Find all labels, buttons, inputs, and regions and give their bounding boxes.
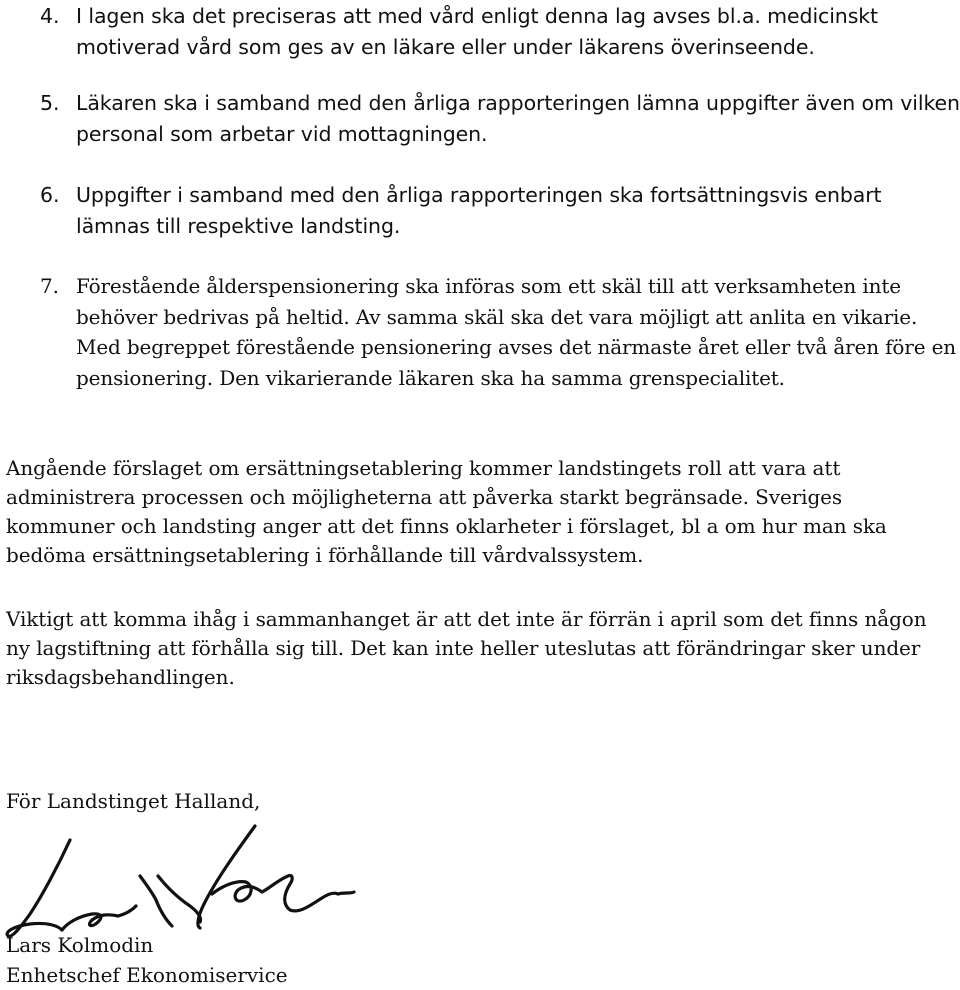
closing-greeting: För Landstinget Halland, xyxy=(6,789,261,813)
paragraph: Angående förslaget om ersättningsetablering kommer landstingets roll att vara att administrera processen och möjligheterna att påverka starkt begränsade. Sveriges kommuner och landsting anger att det finns oklarheter i förslaget, bl a om hur man ska bedöma ersättningsetablering i förhållande till vårdvalssystem. xyxy=(6,456,887,567)
list-item-number: 6. xyxy=(40,183,60,207)
list-item xyxy=(0,180,960,242)
list-item-number: 4. xyxy=(40,4,60,28)
paragraph: Viktigt att komma ihåg i sammanhanget är att det inte är förrän i april som det finns någon ny lagstiftning att förhålla sig till. Det kan inte heller uteslutas att förändringar sker under riksdagsbehandlingen. xyxy=(6,607,927,689)
list-item-text: Uppgifter i samband med den årliga rapporteringen ska fortsättningsvis enbart lämnas till respektive landsting. xyxy=(76,183,882,238)
list-item-text: I lagen ska det preciseras att med vård enligt denna lag avses bl.a. medicinskt motiverad vård som ges av en läkare eller under läkarens överinseende. xyxy=(76,4,878,59)
handwritten-signature xyxy=(0,818,360,948)
signatory-name: Lars Kolmodin xyxy=(6,933,154,957)
list-item-number: 7. xyxy=(40,274,59,298)
list-item xyxy=(0,1,960,63)
list-item xyxy=(0,88,960,150)
list-item-text: Förestående ålderspensionering ska införas som ett skäl till att verksamheten inte behöver bedrivas på heltid. Av samma skäl ska det vara möjligt att anlita en vikarie. Med begreppet förestående pensionering avses det närmaste året eller två åren före en pensionering. Den vikarierande läkaren ska ha samma grenspecialitet. xyxy=(76,274,957,390)
signatory-title: Enhetschef Ekonomiservice xyxy=(6,963,288,987)
list-item xyxy=(0,271,960,393)
list-item-number: 5. xyxy=(40,91,60,115)
list-item-text: Läkaren ska i samband med den årliga rapporteringen lämna uppgifter även om vilken personal som arbetar vid mottagningen. xyxy=(76,91,960,146)
